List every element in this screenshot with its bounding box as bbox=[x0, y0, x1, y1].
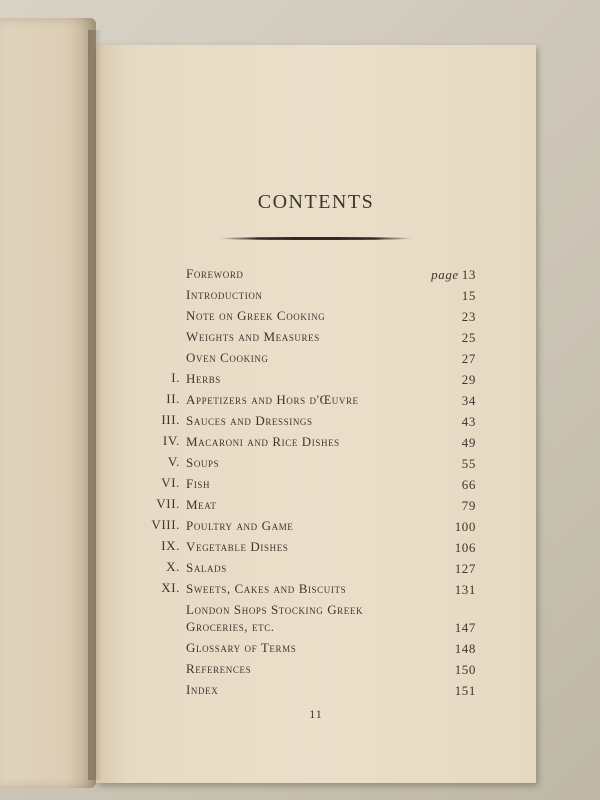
contents-page bbox=[96, 45, 536, 783]
entry-page-number bbox=[455, 641, 476, 657]
entry-title: Vegetable Dishes bbox=[186, 539, 289, 554]
page-number-value: 150 bbox=[454, 662, 476, 677]
toc-entry bbox=[96, 538, 536, 559]
toc-entry bbox=[96, 391, 536, 412]
entry-title: London Shops Stocking Greek Groceries, etc. bbox=[186, 602, 364, 634]
chapter-numeral: VII. bbox=[156, 496, 180, 511]
entry-title: References bbox=[186, 661, 252, 676]
entry-page-number bbox=[455, 519, 476, 535]
entry-title: Soups bbox=[186, 455, 220, 470]
page-title: CONTENTS bbox=[257, 191, 375, 213]
page-number-value: 148 bbox=[454, 641, 476, 656]
chapter-numeral: IX. bbox=[161, 538, 180, 553]
page-number-value: 79 bbox=[461, 498, 476, 513]
toc-entry bbox=[96, 681, 536, 702]
entry-page-number bbox=[462, 372, 476, 388]
chapter-numeral: IV. bbox=[162, 433, 180, 448]
entry-page-number bbox=[455, 683, 476, 699]
toc-entry bbox=[96, 349, 536, 370]
entry-title: Herbs bbox=[186, 371, 221, 386]
left-page bbox=[0, 18, 96, 788]
chapter-numeral: X. bbox=[166, 559, 180, 574]
entry-page-number bbox=[462, 288, 476, 304]
page-number-value: 131 bbox=[454, 582, 476, 597]
toc-entry bbox=[96, 265, 536, 286]
chapter-numeral: VI. bbox=[161, 475, 180, 490]
toc-entry bbox=[96, 639, 536, 660]
toc-entry bbox=[96, 601, 536, 639]
entry-page-number bbox=[462, 435, 476, 451]
entry-page-number bbox=[462, 477, 476, 493]
entry-title: Weights and Measures bbox=[186, 329, 320, 344]
page-number-value: 34 bbox=[461, 393, 476, 408]
page-number-value: 66 bbox=[461, 477, 476, 492]
toc-entry bbox=[96, 412, 536, 433]
chapter-numeral: III. bbox=[161, 412, 180, 427]
chapter-numeral: II. bbox=[166, 391, 180, 406]
page-number-value: 55 bbox=[461, 456, 476, 471]
entry-page-number bbox=[455, 582, 476, 598]
entry-page-number bbox=[462, 456, 476, 472]
toc-entry bbox=[96, 496, 536, 517]
entry-title: Glossary of Terms bbox=[186, 640, 297, 655]
chapter-numeral: V. bbox=[167, 454, 180, 469]
entry-title: Macaroni and Rice Dishes bbox=[186, 434, 340, 449]
entry-title: Salads bbox=[186, 560, 227, 575]
page-number-value: 106 bbox=[454, 540, 476, 555]
entry-title: Oven Cooking bbox=[186, 350, 269, 365]
entry-page-number bbox=[462, 351, 476, 367]
page-number-value: 147 bbox=[454, 620, 476, 635]
entry-title: Introduction bbox=[186, 287, 263, 302]
page-number-value: 25 bbox=[461, 330, 476, 345]
entry-title: Poultry and Game bbox=[186, 518, 294, 533]
entry-title: Index bbox=[186, 682, 219, 697]
entry-title: Meat bbox=[186, 497, 217, 512]
entry-title: Note on Greek Cooking bbox=[186, 308, 326, 323]
page-number-value: 23 bbox=[461, 309, 476, 324]
toc-entry bbox=[96, 454, 536, 475]
entry-page-number bbox=[462, 498, 476, 514]
toc-entry bbox=[96, 475, 536, 496]
entry-page-number bbox=[455, 540, 476, 556]
entry-page-number bbox=[462, 393, 476, 409]
entry-title: Sauces and Dressings bbox=[186, 413, 313, 428]
toc-entry bbox=[96, 517, 536, 538]
page-number-value: 27 bbox=[461, 351, 476, 366]
chapter-numeral: I. bbox=[171, 370, 180, 385]
page-number-value: 100 bbox=[454, 519, 476, 534]
toc-entry bbox=[96, 580, 536, 601]
chapter-numeral: VIII. bbox=[151, 517, 180, 532]
page-number-value: 151 bbox=[454, 683, 476, 698]
page-number-value: 29 bbox=[461, 372, 476, 387]
toc-entry bbox=[96, 370, 536, 391]
book-gutter bbox=[88, 30, 102, 780]
entry-page-number bbox=[455, 620, 476, 636]
entry-page-number bbox=[455, 662, 476, 678]
page-prefix-label: page bbox=[431, 267, 459, 282]
toc-entry bbox=[96, 286, 536, 307]
chapter-numeral: XI. bbox=[161, 580, 180, 595]
toc-entry bbox=[96, 328, 536, 349]
entry-title: Sweets, Cakes and Biscuits bbox=[186, 581, 347, 596]
toc-entry bbox=[96, 660, 536, 681]
entry-title: Fish bbox=[186, 476, 211, 491]
title-rule bbox=[218, 237, 414, 240]
toc-entry bbox=[96, 433, 536, 454]
page-number-value: 127 bbox=[454, 561, 476, 576]
entry-page-number bbox=[455, 561, 476, 577]
entry-page-number bbox=[431, 267, 476, 283]
entry-page-number bbox=[462, 414, 476, 430]
table-of-contents bbox=[96, 265, 536, 702]
page-number-value: 49 bbox=[461, 435, 476, 450]
page-folio: 11 bbox=[309, 707, 323, 721]
toc-entry bbox=[96, 559, 536, 580]
entry-title: Appetizers and Hors d'Œuvre bbox=[186, 392, 359, 407]
page-number-value: 43 bbox=[461, 414, 476, 429]
entry-title: Foreword bbox=[186, 266, 244, 281]
page-number-value: 15 bbox=[461, 288, 476, 303]
toc-entry bbox=[96, 307, 536, 328]
entry-page-number bbox=[462, 309, 476, 325]
entry-page-number bbox=[462, 330, 476, 346]
page-number-value: 13 bbox=[461, 267, 476, 282]
